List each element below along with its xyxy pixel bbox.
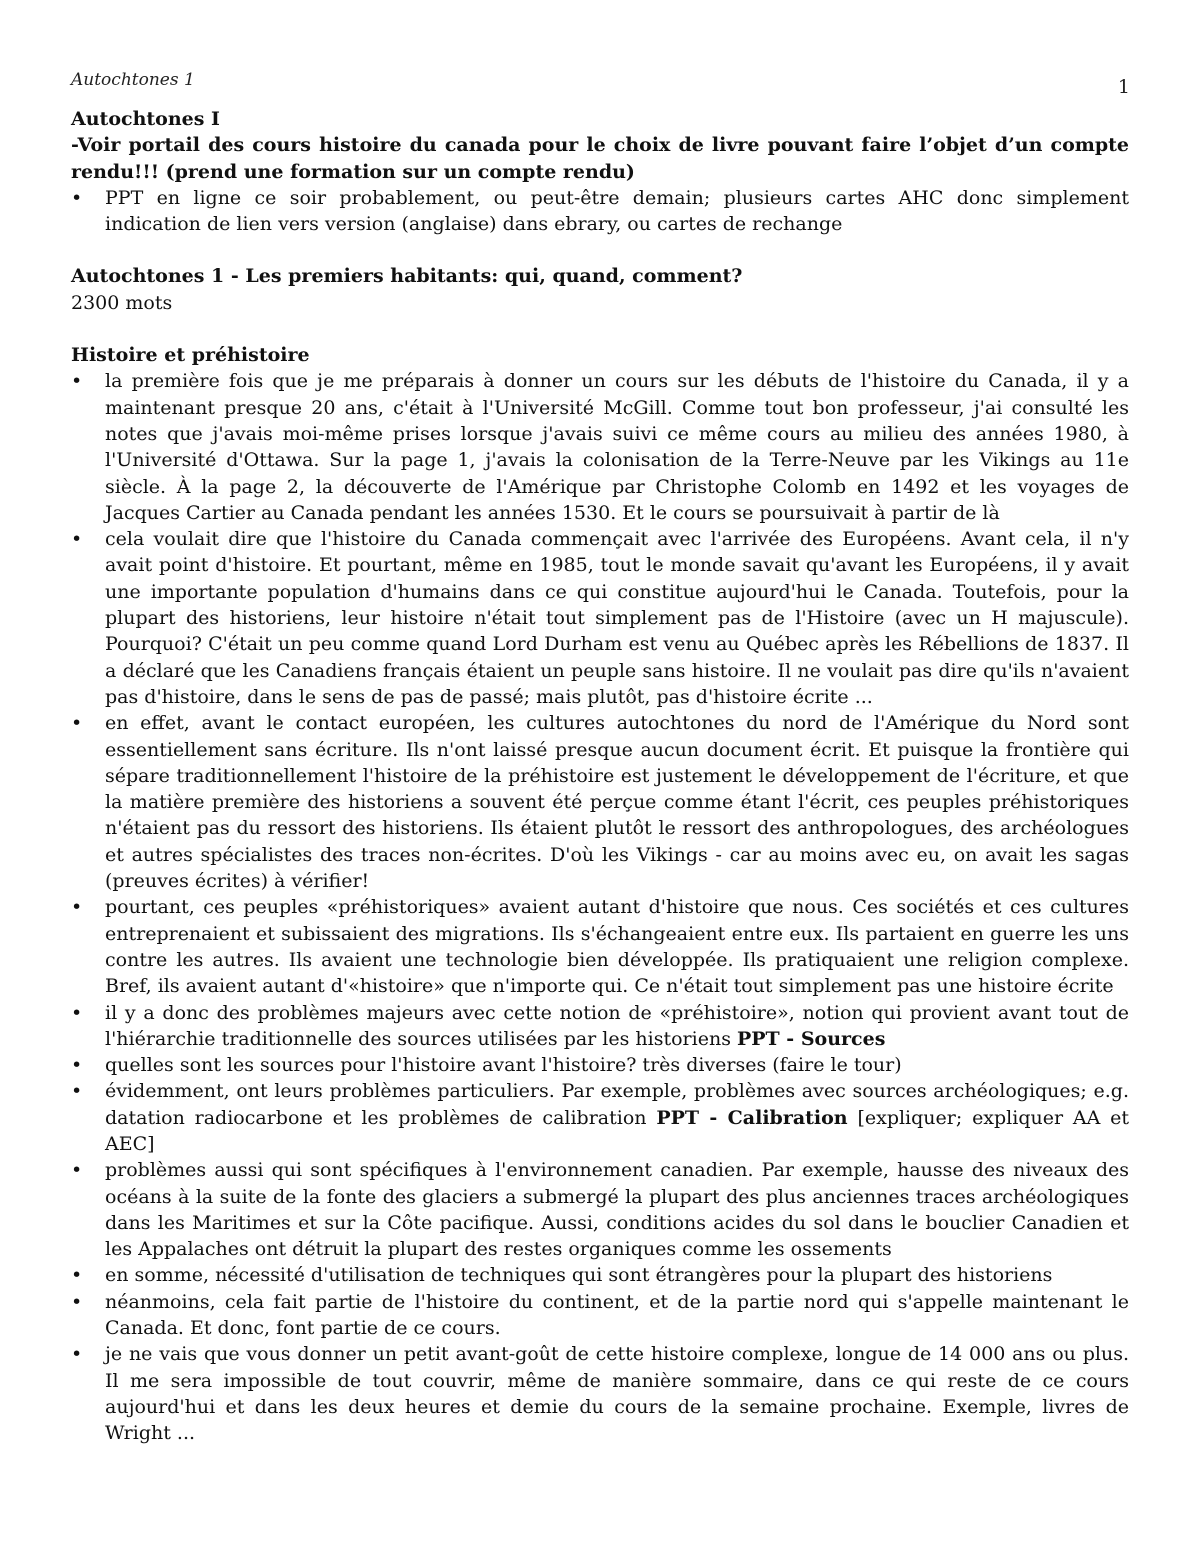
bullet-icon: • <box>71 1290 83 1313</box>
bullet-icon: • <box>71 186 83 209</box>
document-body <box>71 106 1129 1447</box>
intro-bullet-list <box>71 185 1129 238</box>
list-item-text: quelles sont les sources pour l'histoire avant l'histoire? très diverses (faire le tour) <box>105 1054 902 1077</box>
list-item <box>71 185 1129 238</box>
bullet-icon: • <box>71 1080 83 1103</box>
list-item <box>71 1289 1129 1342</box>
list-item-text: je ne vais que vous donner un petit avant-goût de cette histoire complexe, longue de 14 000 ans ou plus. Il me sera impossible de tout couvrir, même de manière sommaire, dans ce qui reste de ce cours aujourd'hui et dans les deux heures et demie du cours de la semaine prochaine. Exemple, livres de Wright ... <box>105 1343 1129 1445</box>
bullet-icon: • <box>71 1264 83 1287</box>
ppt-reference: PPT - Sources <box>736 1027 886 1050</box>
list-item <box>71 526 1129 710</box>
spacer <box>71 237 1129 263</box>
bullet-icon: • <box>71 1343 83 1366</box>
bullet-icon: • <box>71 896 83 919</box>
list-item <box>71 710 1129 894</box>
section-bullet-list <box>71 368 1129 1446</box>
list-item-text: PPT en ligne ce soir probablement, ou peut-être demain; plusieurs cartes AHC donc simplement indication de lien vers version (anglaise) dans ebrary, ou cartes de rechange <box>105 186 1129 236</box>
list-item-text: problèmes aussi qui sont spécifiques à l'environnement canadien. Par exemple, hausse des niveaux des océans à la suite de la fonte des glaciers a submergé la plupart des plus anciennes traces archéologiques dans les Maritimes et sur la Côte pacifique. Aussi, conditions acides du sol dans le bouclier Canadien et les Appalaches ont détruit la plupart des restes organiques comme les ossements <box>105 1159 1129 1261</box>
ppt-reference: PPT - Calibration <box>656 1106 848 1129</box>
section-heading: Autochtones 1 - Les premiers habitants: qui, quand, comment? <box>71 265 743 288</box>
list-item-text: cela voulait dire que l'histoire du Canada commençait avec l'arrivée des Européens. Avant cela, il n'y avait point d'histoire. Et pourtant, même en 1985, tout le monde savait qu'avant les Européens, il y avait une importante population d'humains dans ce qui constitue aujourd'hui le Canada. Toutefois, pour la plupart des historiens, leur histoire n'était tout simplement pas de l'Histoire (avec un H majuscule). Pourquoi? C'était un peu comme quand Lord Durham est venu au Québec après les Rébellions de 1837. Il a déclaré que les Canadiens français étaient un peuple sans histoire. Il ne voulait pas dire qu'ils n'avaient pas d'histoire, dans le sens de pas de passé; mais plutôt, pas d'histoire écrite ... <box>105 528 1129 708</box>
list-item <box>71 368 1129 526</box>
word-count: 2300 mots <box>71 291 173 314</box>
list-item <box>71 1078 1129 1157</box>
list-item <box>71 1262 1129 1288</box>
section-heading: Histoire et préhistoire <box>71 344 310 367</box>
instruction-note: -Voir portail des cours histoire du canada pour le choix de livre pouvant faire l’objet d’un compte rendu!!! (prend une formation sur un compte rendu) <box>71 134 1129 183</box>
bullet-icon: • <box>71 1001 83 1024</box>
bullet-icon: • <box>71 1054 83 1077</box>
list-item-text: [expliquer; expliquer AA et AEC] <box>105 1106 1129 1155</box>
bullet-icon: • <box>71 712 83 735</box>
list-item-text: néanmoins, cela fait partie de l'histoire du continent, et de la partie nord qui s'appelle maintenant le Canada. Et donc, font partie de ce cours. <box>105 1290 1129 1340</box>
list-item <box>71 1000 1129 1053</box>
page-number: 1 <box>1117 76 1130 98</box>
list-item <box>71 1157 1129 1262</box>
list-item-text: il y a donc des problèmes majeurs avec cette notion de «préhistoire», notion qui provient avant tout de l'hiérarchie traditionnelle des sources utilisées par les historiens <box>105 1001 1129 1050</box>
running-header: Autochtones 1 <box>71 70 195 90</box>
list-item-text: en somme, nécessité d'utilisation de techniques qui sont étrangères pour la plupart des historiens <box>105 1264 1053 1287</box>
bullet-icon: • <box>71 528 83 551</box>
list-item-text: la première fois que je me préparais à donner un cours sur les débuts de l'histoire du Canada, il y a maintenant presque 20 ans, c'était à l'Université McGill. Comme tout bon professeur, j'ai consulté les notes que j'avais moi-même prises lorsque j'avais suivi ce même cours au milieu des années 1980, à l'Université d'Ottawa. Sur la page 1, j'avais la colonisation de la Terre-Neuve par les Vikings au 11e siècle. À la page 2, la découverte de l'Amérique par Christophe Colomb en 1492 et les voyages de Jacques Cartier au Canada pendant les années 1530. Et le cours se poursuivait à partir de là <box>105 370 1129 524</box>
list-item-text: en effet, avant le contact européen, les cultures autochtones du nord de l'Amérique du Nord sont essentiellement sans écriture. Ils n'ont laissé presque aucun document écrit. Et puisque la frontière qui sépare traditionnellement l'histoire de la préhistoire est justement le développement de l'écriture, et que la matière première des historiens a souvent été perçue comme étant l'écrit, ces peuples préhistoriques n'étaient pas du ressort des historiens. Ils étaient plutôt le ressort des anthropologues, des archéologues et autres spécialistes des traces non-écrites. D'où les Vikings - car au moins avec eu, on avait les sagas (preuves écrites) à vérifier! <box>105 712 1129 893</box>
list-item <box>71 1341 1129 1446</box>
list-item <box>71 1052 1129 1078</box>
list-item <box>71 894 1129 999</box>
bullet-icon: • <box>71 1159 83 1182</box>
list-item-text: pourtant, ces peuples «préhistoriques» avaient autant d'histoire que nous. Ces sociétés et ces cultures entreprenaient et subissaient des migrations. Ils s'échangeaient entre eux. Ils partaient en guerre les uns contre les autres. Ils avaient une technologie bien développée. Ils pratiquaient une religion complexe. Bref, ils avaient autant d'«histoire» que n'importe qui. Ce n'était tout simplement pas une histoire écrite <box>105 896 1129 998</box>
document-title: Autochtones I <box>71 108 220 130</box>
bullet-icon: • <box>71 370 83 393</box>
spacer <box>71 316 1129 342</box>
list-item-text: évidemment, ont leurs problèmes particuliers. Par exemple, problèmes avec sources archéologiques; e.g. datation radiocarbone et les problèmes de calibration <box>105 1080 1129 1129</box>
